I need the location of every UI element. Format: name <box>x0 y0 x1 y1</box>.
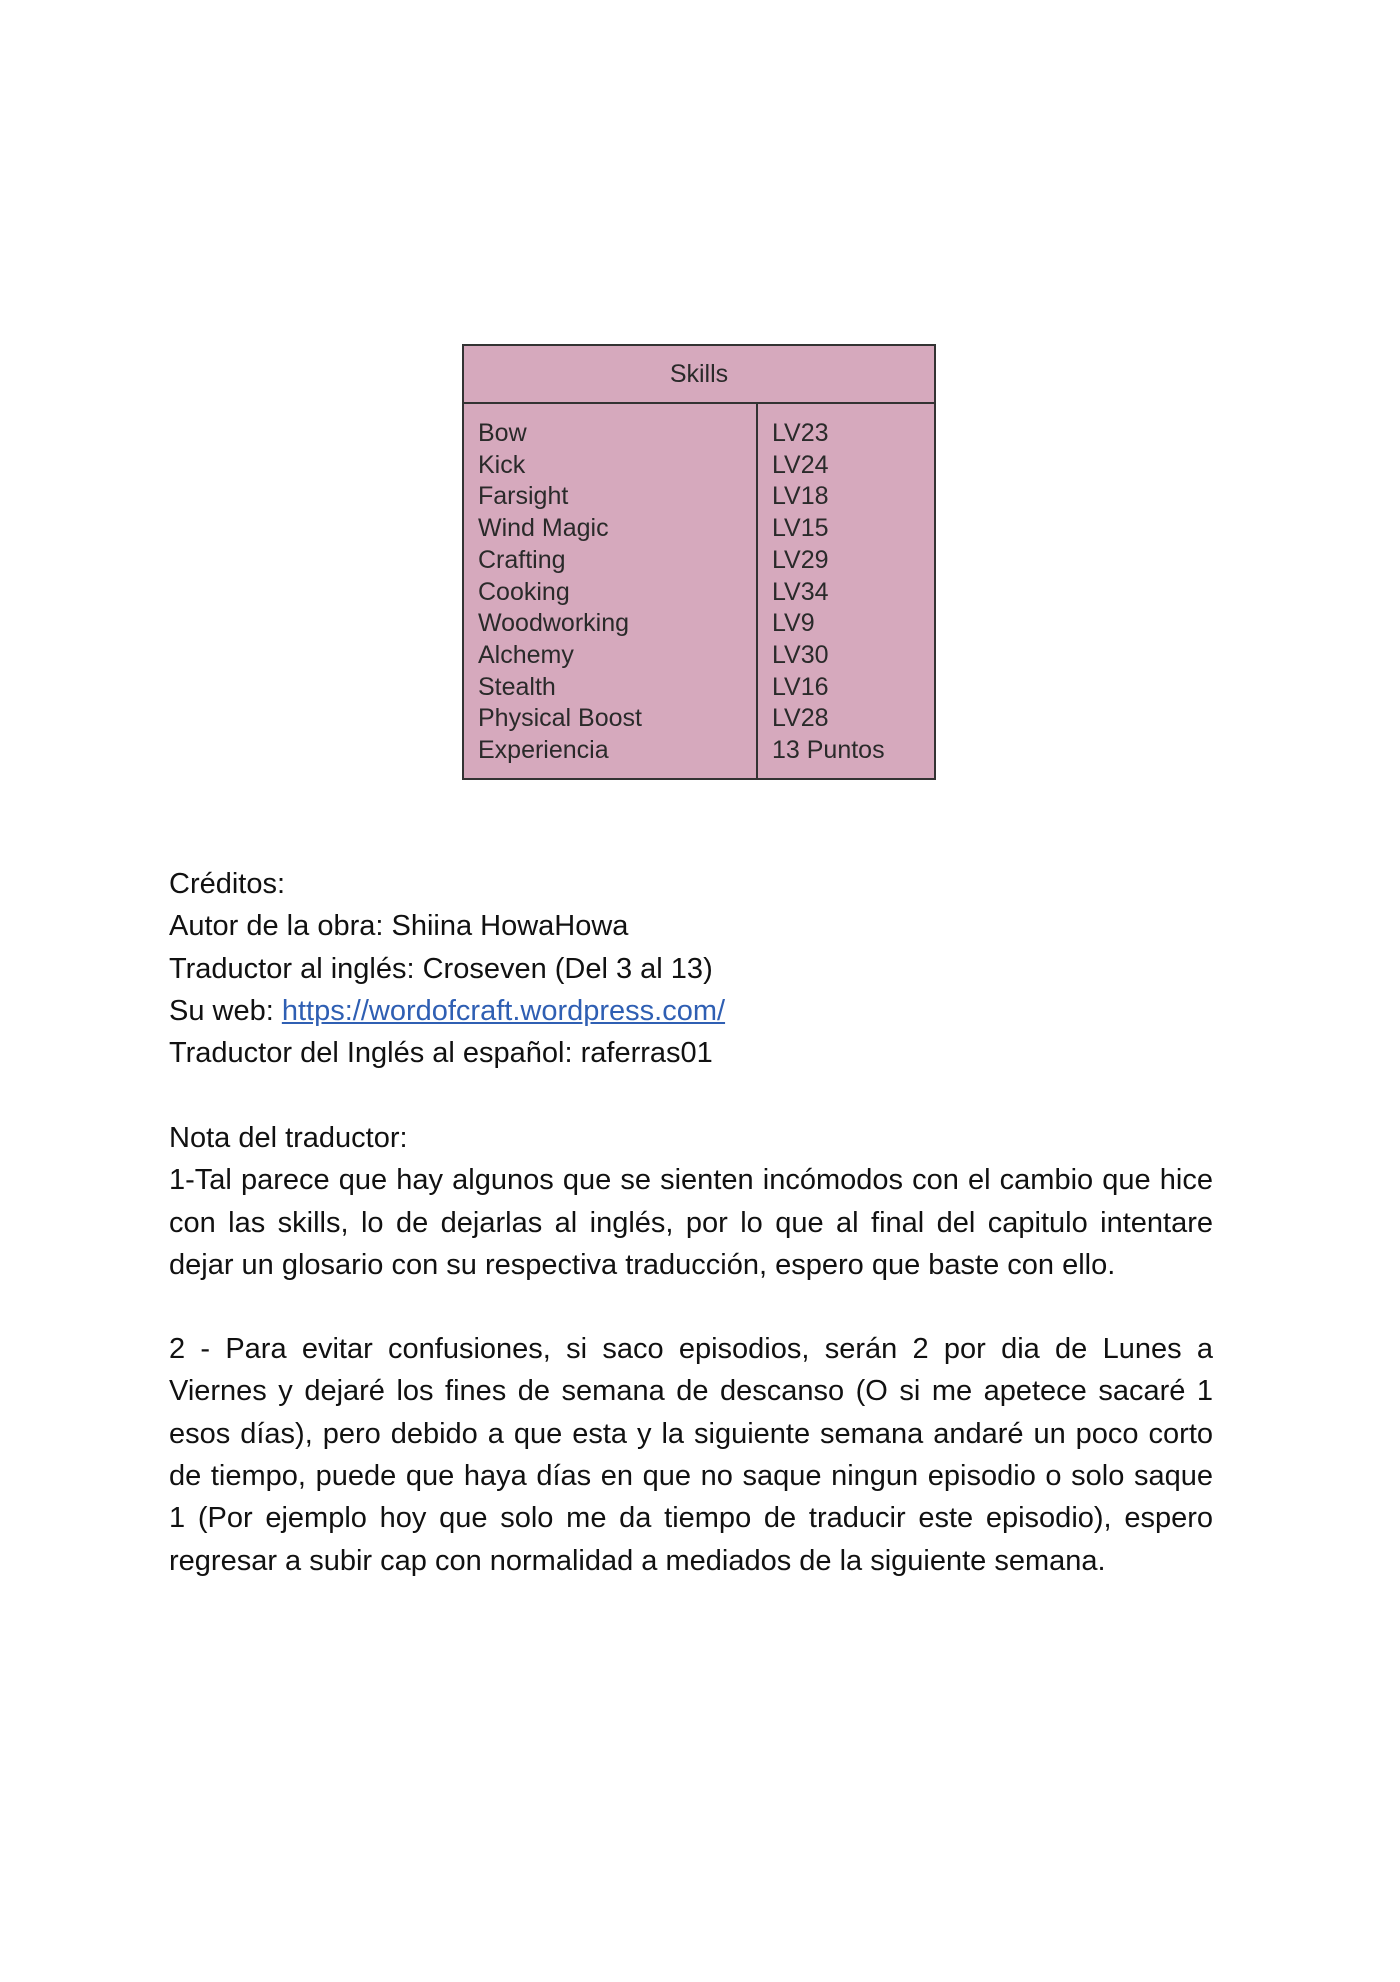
skill-level: LV23 <box>772 419 829 447</box>
credits-spanish-translator: Traductor del Inglés al español: raferras01 <box>169 1037 713 1070</box>
skill-levels-column <box>758 404 934 778</box>
skill-level: LV30 <box>772 640 829 669</box>
skill-name: Farsight <box>478 482 569 511</box>
skill-name: Kick <box>478 450 526 479</box>
website-link[interactable]: https://wordofcraft.wordpress.com/ <box>281 994 726 1027</box>
skills-table <box>462 344 936 780</box>
skill-name: Bow <box>478 419 527 447</box>
note-paragraph-1: 1-Tal parece que hay algunos que se sienten incómodos con el cambio que hice con las skills, lo de dejarlas al inglés, por lo que al final del capitulo intentare dejar un glosario con su respectiva traducción, espero que baste con ello. <box>169 1164 1213 1281</box>
credits-web <box>169 990 1213 1032</box>
skill-level: LV15 <box>772 514 829 543</box>
skill-level: LV24 <box>772 450 829 479</box>
skill-name: Alchemy <box>478 640 574 669</box>
note-heading: Nota del traductor: <box>169 1122 408 1154</box>
paragraph-spacer <box>169 1286 1213 1328</box>
skill-level: LV16 <box>772 672 829 701</box>
credits-section <box>169 863 1213 1074</box>
skill-level: LV9 <box>772 609 815 638</box>
skill-level: LV34 <box>772 577 829 606</box>
credits-english-translator: Traductor al inglés: Croseven (Del 3 al 13) <box>169 952 713 985</box>
skill-level: LV28 <box>772 704 829 733</box>
skill-names-column <box>464 404 758 778</box>
skill-name: Experiencia <box>478 736 609 765</box>
skill-name: Physical Boost <box>478 704 642 733</box>
skill-name: Wind Magic <box>478 514 609 543</box>
skill-level: 13 Puntos <box>772 736 885 765</box>
skill-level: LV18 <box>772 482 829 511</box>
credits-web-label: Su web: <box>169 994 282 1027</box>
skill-name: Crafting <box>478 545 566 574</box>
skills-table-body <box>464 404 934 778</box>
credits-heading: Créditos: <box>169 868 286 900</box>
skill-name: Woodworking <box>478 609 630 638</box>
translator-note-section <box>169 1117 1213 1582</box>
credits-author: Autor de la obra: Shiina HowaHowa <box>169 910 629 943</box>
skills-table-title: Skills <box>464 346 934 404</box>
skill-level: LV29 <box>772 545 829 574</box>
note-paragraph-2: 2 - Para evitar confusiones, si saco episodios, serán 2 por dia de Lunes a Viernes y dejaré los fines de semana de descanso (O si me apetece sacaré 1 esos días), pero debido a que esta y la siguiente semana andaré un poco corto de tiempo, puede que haya días en que no saque ningun episodio o solo saque 1 (Por ejemplo hoy que solo me da tiempo de traducir este episodio), espero regresar a subir cap con normalidad a mediados de la siguiente semana. <box>169 1333 1213 1577</box>
skill-name: Cooking <box>478 577 570 606</box>
skill-name: Stealth <box>478 672 556 701</box>
